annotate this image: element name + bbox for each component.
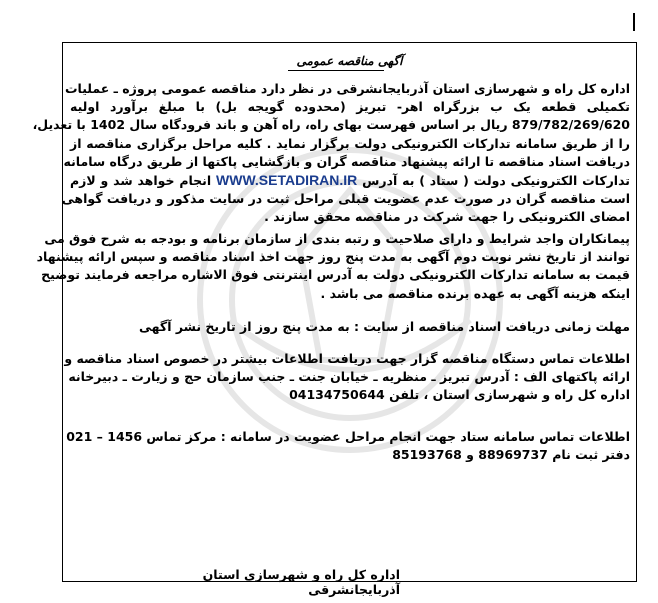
- paragraph-line: امضای الکترونیکی را جهت شرکت در مناقصه محقق سازند .: [264, 209, 630, 225]
- paragraph-line: تکمیلی قطعه یک ب بزرگراه اهر- تبریز (محدوده گویجه بل) با مبلغ برآورد اولیه: [70, 99, 630, 115]
- paragraph-line: توانند از تاریخ نشر نوبت دوم آگهی به مدت پنج روز جهت اخذ اسناد مناقصه و سپس ارائه پیشنهاد: [36, 249, 630, 265]
- deadline-text: مهلت زمانی دریافت اسناد مناقصه از سایت : به مدت پنج روز از تاریخ نشر آگهی: [139, 319, 630, 334]
- issuer-signature: اداره کل راه و شهرسازی استان آذربایجانشرقی: [202, 567, 400, 597]
- paragraph-line: پیمانکاران واجد شرایط و دارای صلاحیت و رتبه بندی از سازمان برنامه و بودجه به شرح فوق می: [44, 231, 630, 246]
- page-edge-mark: [633, 13, 635, 31]
- registration-phone-line: دفتر ثبت نام 88969737 و 85193768: [392, 447, 630, 463]
- paragraph-line: است مناقصه گران در صورت عدم عضویت قبلی مراحل ثبت در سایت مذکور و دریافت گواهی: [61, 191, 630, 207]
- paragraph-contact-organization: [64, 350, 630, 405]
- url-prefix-text: تدارکات الکترونیکی دولت ( ستاد ) به آدرس: [362, 173, 630, 189]
- setadiran-link[interactable]: WWW.SETADIRAN.IR: [216, 172, 358, 189]
- paragraph-tender-description: [32, 80, 630, 227]
- paragraph-line: اداره کل راه و شهرسازی استان آذربایجانشرقی در نظر دارد مناقصه عمومی پروژه ـ عملیات: [64, 81, 630, 96]
- paragraph-eligibility: [36, 230, 630, 303]
- paragraph-line: ارائه پاکتهای الف : آدرس تبریز ـ منظریه ـ خیابان جنت ـ جنب سازمان حج و زیارت ـ دبیرخانه: [68, 369, 630, 385]
- paragraph-contact-setad: [66, 428, 630, 464]
- paragraph-line: 879/782/269/620 ریال بر اساس فهرست بهای راه، راه آهن و باند فرودگاه سال 1402 با تعدیل،: [32, 117, 630, 133]
- paragraph-line: اطلاعات تماس دستگاه مناقصه گزار جهت دریافت اطلاعات بیشتر در خصوص اسناد مناقصه و: [64, 351, 630, 366]
- contact-phone-line: اداره کل راه و شهرسازی استان ، تلفن 04134750644: [289, 387, 630, 403]
- paragraph-line: را از طریق سامانه تدارکات الکترونیکی دولت برگزار نماید . کلیه مراحل برگزاری مناقصه از: [70, 135, 630, 151]
- paragraph-line: اطلاعات تماس سامانه ستاد جهت انجام مراحل عضویت در سامانه : مرکز تماس 1456 – 021: [66, 429, 630, 444]
- paragraph-line-with-url: [70, 171, 630, 190]
- notice-title: آگهی مناقصه عمومی: [296, 54, 403, 68]
- paragraph-line: دریافت اسناد مناقصه تا ارائه پیشنهاد مناقصه گران و بازگشایی پاکتها از طریق درگاه سامانه: [63, 153, 630, 169]
- title-underline: [288, 70, 384, 71]
- url-suffix-text: انجام خواهد شد و لازم: [70, 173, 212, 189]
- paragraph-line: اینکه هزینه آگهی به عهده برنده مناقصه می باشد .: [320, 285, 630, 301]
- paragraph-line: قیمت به سامانه تدارکات الکترونیکی دولت به آدرس اینترنتی فوق الاشاره مراجعه فرمایند توضیح: [41, 267, 630, 283]
- paragraph-deadline: [70, 318, 630, 336]
